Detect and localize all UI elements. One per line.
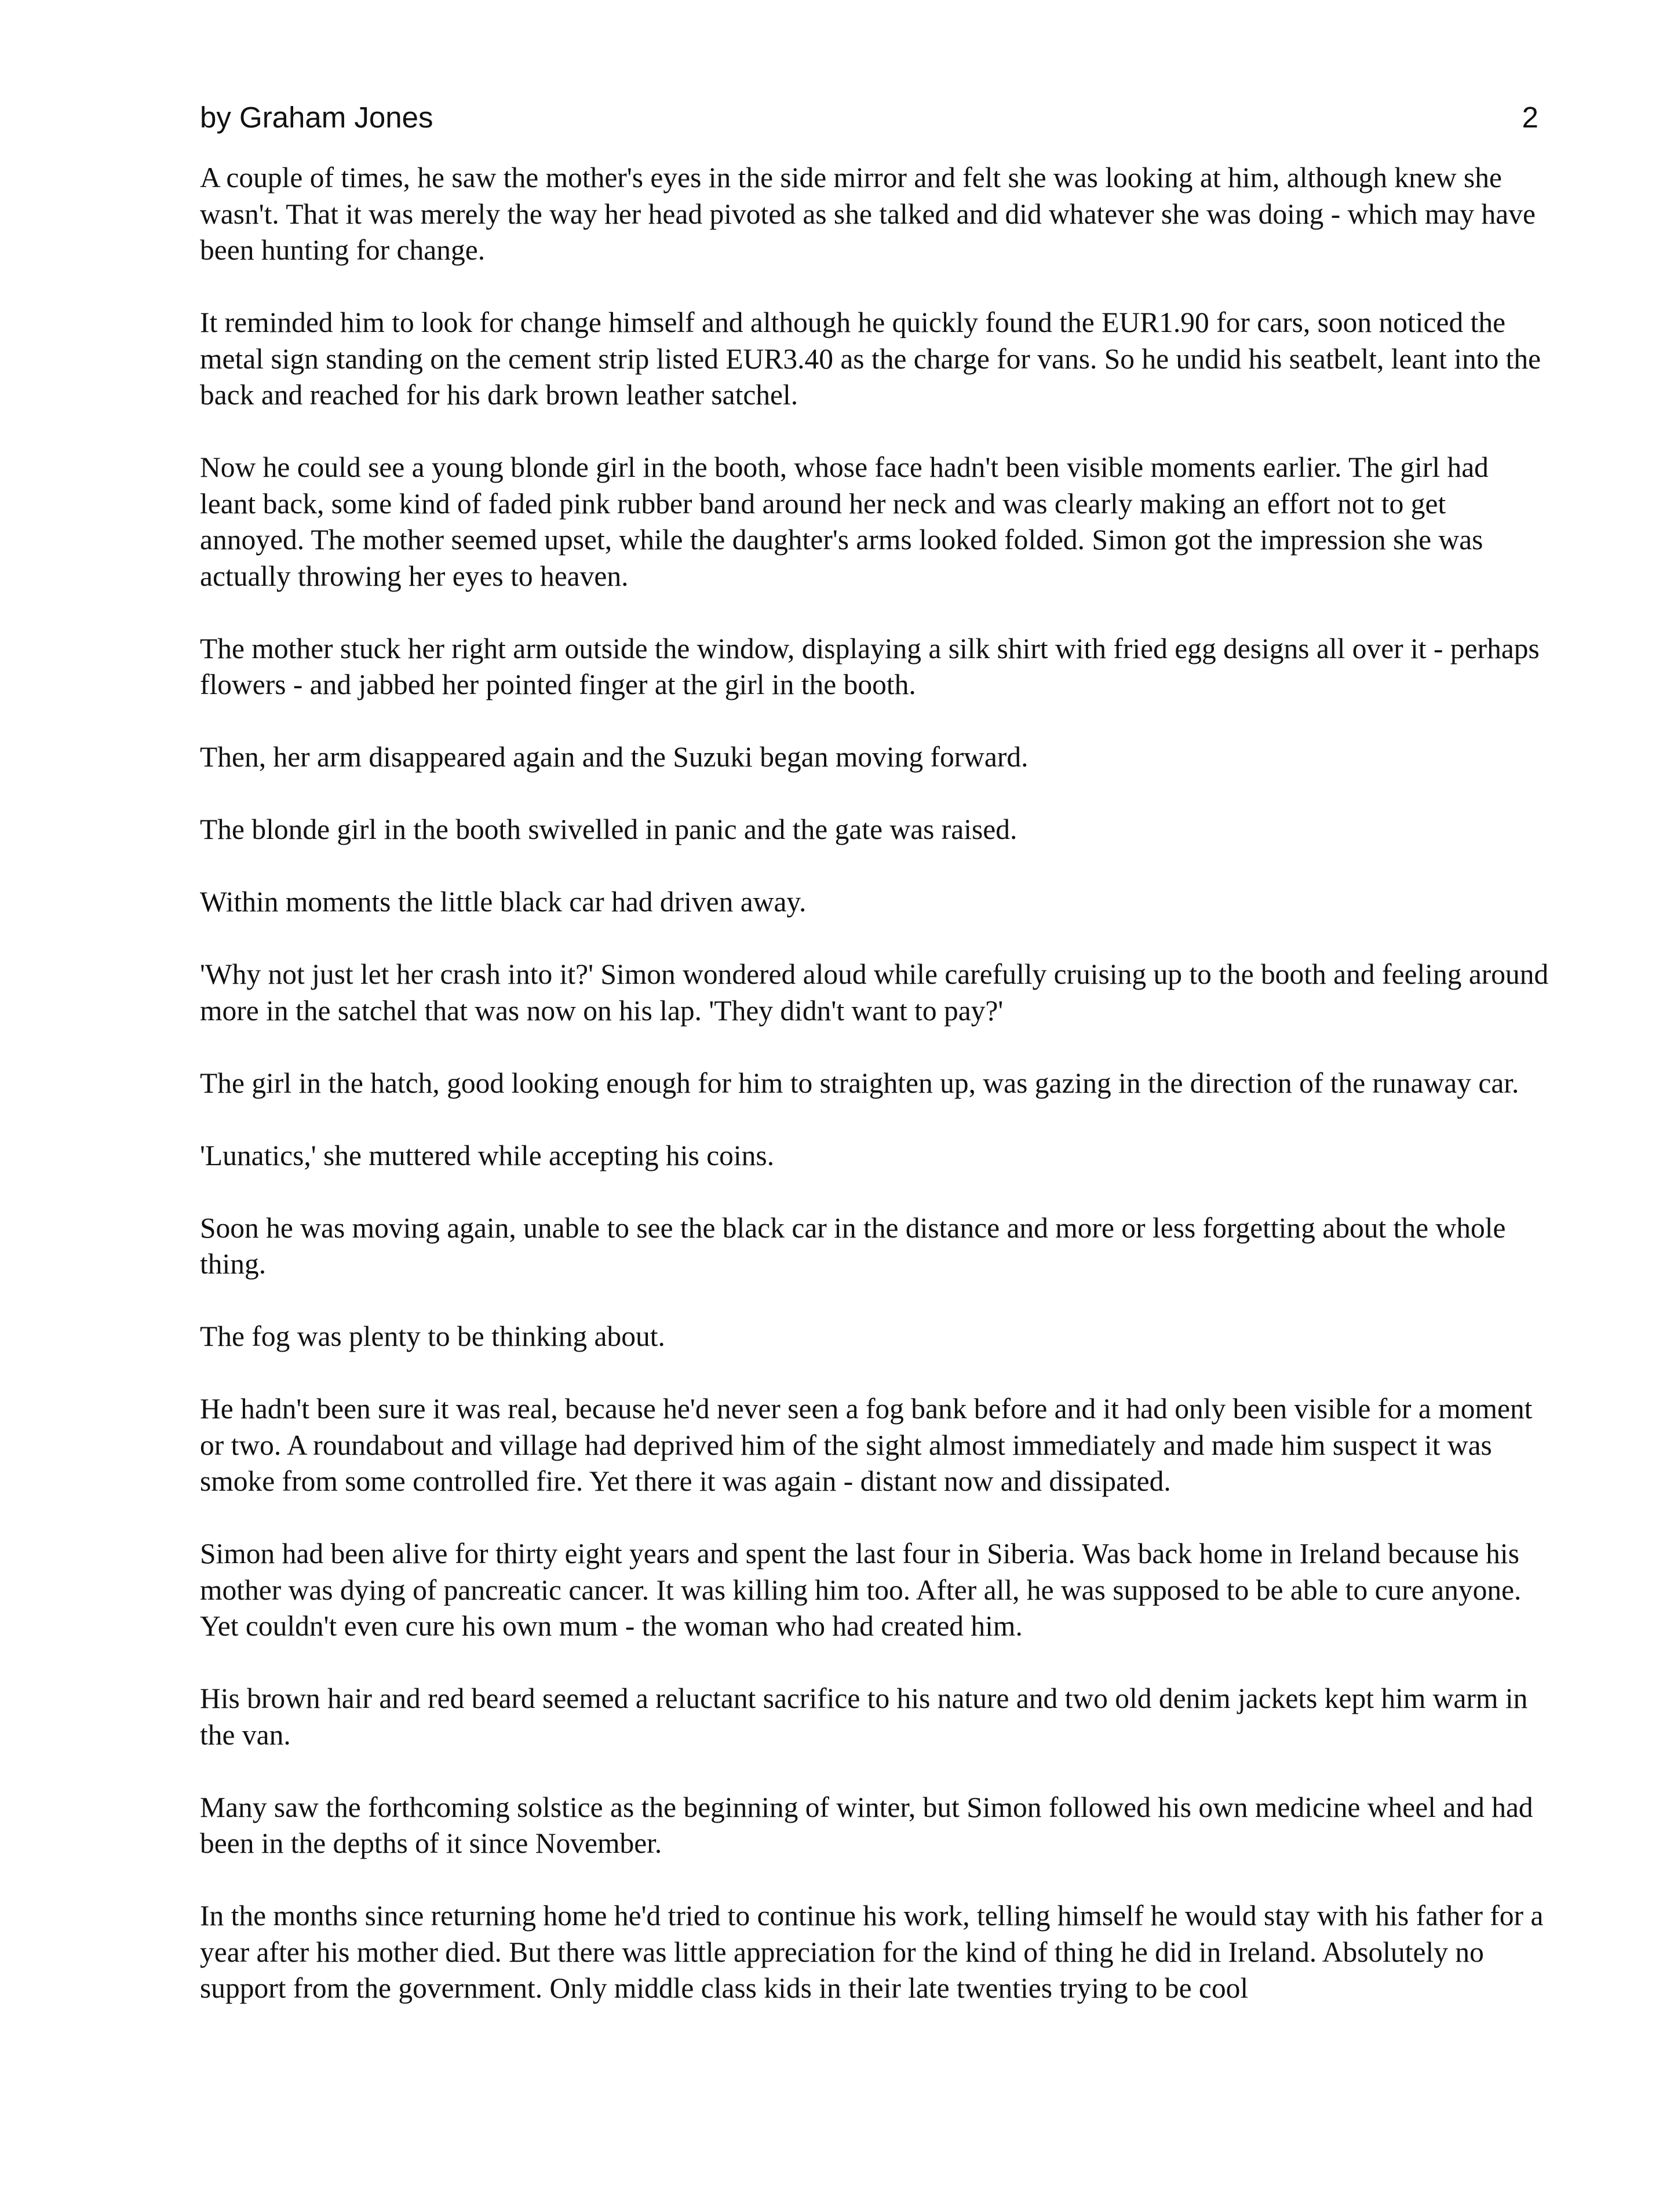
- paragraph: The blonde girl in the booth swivelled in panic and the gate was raised.: [200, 813, 1018, 845]
- body-text: [200, 160, 1550, 2043]
- paragraph: It reminded him to look for change himself and although he quickly found the EUR1.90 for cars, soon noticed the metal sign standing on the cement strip listed EUR3.40 as the charge for vans. So he undid his seatbelt, leant into the back and reached for his dark brown leather satchel.: [200, 306, 1541, 411]
- paragraph: Now he could see a young blonde girl in the booth, whose face hadn't been visible moments earlier. The girl had leant back, some kind of faded pink rubber band around her neck and was clearly making an effort not to get annoyed. The mother seemed upset, while the daughter's arms looked folded. Simon got the impression she was actually throwing her eyes to heaven.: [200, 451, 1489, 592]
- paragraph: Simon had been alive for thirty eight years and spent the last four in Siberia. Was back home in Ireland because his mother was dying of pancreatic cancer. It was killing him too. After all, he was supposed to be able to cure anyone. Yet couldn't even cure his own mum - the woman who had created him.: [200, 1538, 1522, 1642]
- paragraph: The girl in the hatch, good looking enough for him to straighten up, was gazing in the direction of the runaway car.: [200, 1067, 1519, 1099]
- page-header: [200, 100, 1538, 141]
- paragraph: In the months since returning home he'd tried to continue his work, telling himself he would stay with his father for a year after his mother died. But there was little appreciation for the kind of thing he did in Ireland. Absolutely no support from the government. Only middle class kids in their late twenties trying to be cool: [200, 1900, 1544, 2004]
- paragraph: The mother stuck her right arm outside the window, displaying a silk shirt with fried egg designs all over it - perhaps flowers - and jabbed her pointed finger at the girl in the booth.: [200, 632, 1540, 700]
- page-number: 2: [1522, 101, 1538, 134]
- paragraph: Many saw the forthcoming solstice as the beginning of winter, but Simon followed his own medicine wheel and had been in the depths of it since November.: [200, 1791, 1533, 1859]
- paragraph: 'Lunatics,' she muttered while accepting his coins.: [200, 1139, 775, 1171]
- paragraph: Soon he was moving again, unable to see the black car in the distance and more or less forgetting about the whole thing.: [200, 1211, 1506, 1280]
- paragraph: His brown hair and red beard seemed a reluctant sacrifice to his nature and two old denim jackets kept him warm in the van.: [200, 1682, 1528, 1751]
- paragraph: A couple of times, he saw the mother's eyes in the side mirror and felt she was looking at him, although knew she wasn't. That it was merely the way her head pivoted as she talked and did whatever she was doing - which may have been hunting for change.: [200, 162, 1536, 266]
- paragraph: He hadn't been sure it was real, because he'd never seen a fog bank before and it had only been visible for a moment or two. A roundabout and village had deprived him of the sight almost immediately and made him suspect it was smoke from some controlled fire. Yet there it was again - distant now and dissipated.: [200, 1393, 1533, 1497]
- paragraph: The fog was plenty to be thinking about.: [200, 1320, 665, 1352]
- paragraph: Then, her arm disappeared again and the Suzuki began moving forward.: [200, 741, 1029, 773]
- author-byline: by Graham Jones: [200, 101, 433, 134]
- paragraph: Within moments the little black car had driven away.: [200, 886, 807, 918]
- paragraph: 'Why not just let her crash into it?' Simon wondered aloud while carefully cruising up to the booth and feeling around more in the satchel that was now on his lap. 'They didn't want to pay?': [200, 958, 1549, 1027]
